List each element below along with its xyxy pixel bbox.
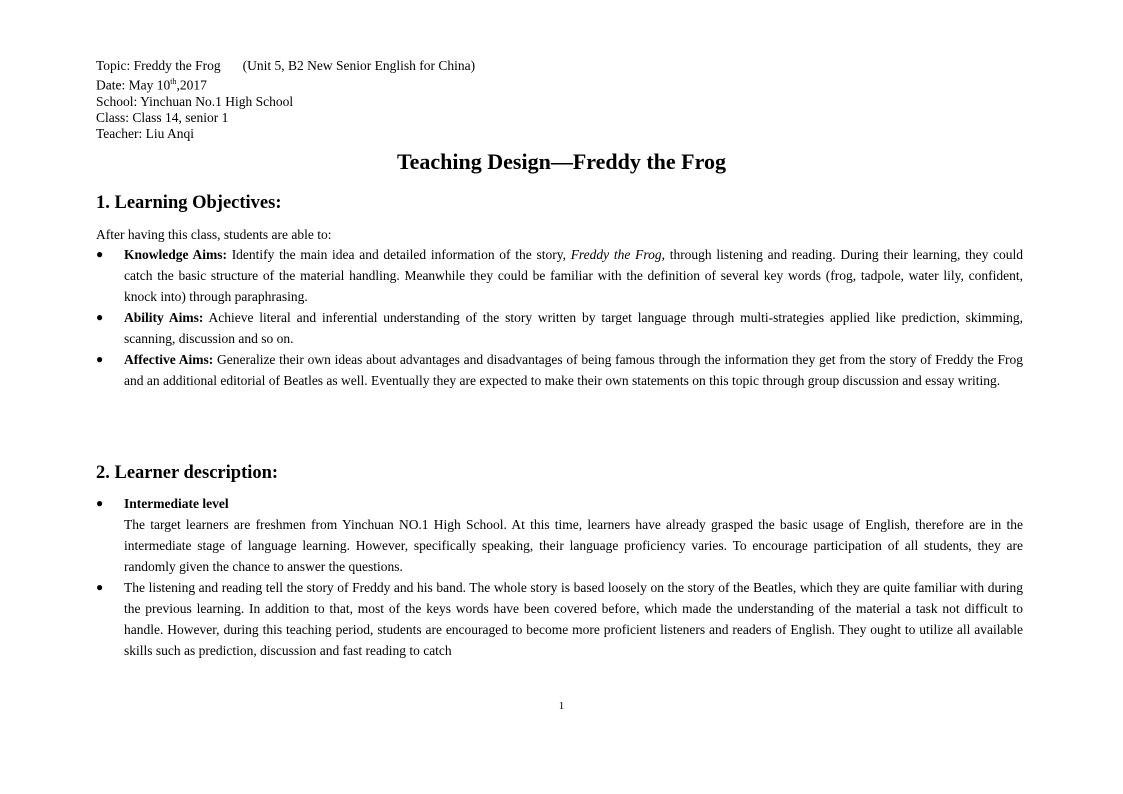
date-text: Date: May 10 xyxy=(96,77,171,93)
list-item-knowledge-aims xyxy=(96,244,1023,307)
objectives-intro: After having this class, students are able to: xyxy=(96,227,332,242)
intermediate-level-label: Intermediate level xyxy=(124,496,229,511)
ability-aims-text: Achieve literal and inferential understanding of the story written by target language through multi-strategies applied like prediction, skimming, scanning, discussion and so on. xyxy=(124,310,1023,346)
affective-aims-label: Affective Aims: xyxy=(124,352,214,367)
date-line xyxy=(96,74,475,94)
bullet-icon: ● xyxy=(96,352,104,366)
lesson-header xyxy=(96,58,475,142)
knowledge-aims-text: Identify the main idea and detailed information of the story, xyxy=(231,247,566,262)
list-item-affective-aims xyxy=(96,349,1023,391)
list-item-listening-reading xyxy=(96,577,1023,661)
story-title-italic: Freddy the Frog, xyxy=(570,247,665,262)
date-year: ,2017 xyxy=(176,77,207,93)
page-title: Teaching Design—Freddy the Frog xyxy=(396,149,726,174)
list-item-ability-aims xyxy=(96,307,1023,349)
bullet-icon: ● xyxy=(96,247,104,261)
topic-line xyxy=(96,58,475,74)
affective-aims-text: Generalize their own ideas about advantages and disadvantages of being famous through the information they get from the story of Freddy the Frog and an additional editorial of Beatles as well. Eventually they are expected to make their own statements on this topic through group discussion and essay writing. xyxy=(124,352,1023,388)
date-superscript: th xyxy=(170,77,177,86)
topic-text: Topic: Freddy the Frog xyxy=(96,58,221,73)
school-line: School: Yinchuan No.1 High School xyxy=(96,93,294,109)
section-heading-learning-objectives: 1. Learning Objectives: xyxy=(96,193,282,213)
bullet-icon: ● xyxy=(96,310,104,324)
learner-list xyxy=(96,493,1023,661)
teacher-line: Teacher: Liu Anqi xyxy=(96,125,195,141)
bullet-icon: ● xyxy=(96,496,104,510)
section-heading-learner-description: 2. Learner description: xyxy=(96,463,279,483)
intermediate-level-text: The target learners are freshmen from Yinchuan NO.1 High School. At this time, learners have already grasped the basic usage of English, therefore are in the intermediate stage of language learning. However, specifically speaking, their language proficiency varies. To encourage participation of all students, they are randomly given the chance to answer the questions. xyxy=(124,517,1023,574)
source-text: (Unit 5, B2 New Senior English for China) xyxy=(242,58,476,73)
bullet-icon: ● xyxy=(96,580,104,594)
page-number: 1 xyxy=(558,700,565,712)
objectives-list xyxy=(96,244,1023,391)
listening-reading-text: The listening and reading tell the story of Freddy and his band. The whole story is based loosely on the story of the Beatles, which they are quite familiar with during the previous learning. In addition to that, most of the keys words have been covered before, which made the understanding of the material a task not difficult to handle. However, during this teaching period, students are encouraged to become more proficient listeners and readers of English. They ought to utilize all available skills such as prediction, discussion and fast reading to catch xyxy=(124,580,1023,658)
list-item-intermediate-level xyxy=(96,493,1023,577)
ability-aims-label: Ability Aims: xyxy=(124,310,204,325)
class-line: Class: Class 14, senior 1 xyxy=(96,109,229,125)
knowledge-aims-text-cont: through listening and reading. During their learning, they could catch the basic structure of the material handling. Meanwhile they could be familiar with the definition of several key words (frog, tadpole, water lily, confident, knock into) through paraphrasing. xyxy=(124,247,1024,304)
knowledge-aims-label: Knowledge Aims: xyxy=(124,247,227,262)
